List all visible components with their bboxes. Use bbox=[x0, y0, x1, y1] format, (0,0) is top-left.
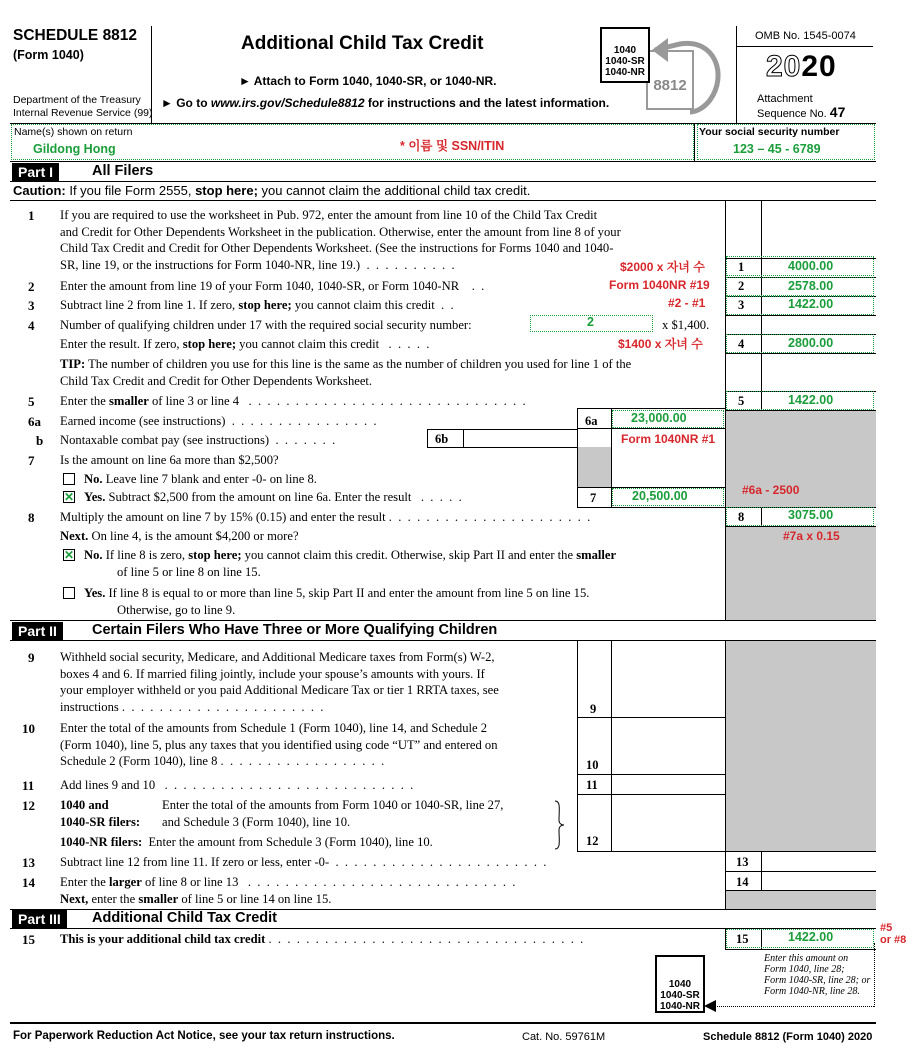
brace-icon bbox=[553, 800, 565, 850]
line13-num: 13 bbox=[22, 855, 35, 870]
arrow-left-icon bbox=[704, 1000, 716, 1012]
line15-box: 15 bbox=[736, 932, 749, 946]
line11-num: 11 bbox=[22, 778, 35, 793]
line6b-box: 6b bbox=[435, 432, 449, 446]
line6a-value: 23,000.00 bbox=[631, 411, 687, 425]
line13-box: 13 bbox=[736, 855, 749, 869]
children-count: 2 bbox=[587, 315, 594, 329]
line9-box: 9 bbox=[590, 702, 597, 716]
line11-box: 11 bbox=[586, 778, 598, 792]
line2-value: 2578.00 bbox=[788, 279, 834, 293]
line7-no-checkbox[interactable] bbox=[63, 473, 75, 485]
line12-nr: 1040-NR filers: Enter the amount from Schedule 3 (Form 1040), line 10. bbox=[60, 835, 433, 849]
line4-box: 4 bbox=[738, 337, 745, 351]
line7-text: Is the amount on line 6a more than $2,500? bbox=[60, 453, 279, 467]
line6a-note: Form 1040NR #1 bbox=[621, 432, 716, 446]
line4-value: 2800.00 bbox=[788, 336, 834, 350]
line8-value: 3075.00 bbox=[788, 508, 834, 522]
line6a-box: 6a bbox=[585, 414, 598, 428]
line3-num: 3 bbox=[28, 298, 35, 313]
shade-6b bbox=[578, 447, 611, 487]
line7-no-text: No. Leave line 7 blank and enter -0- on line 8. bbox=[84, 472, 317, 486]
line10-num: 10 bbox=[22, 721, 35, 736]
line3-value: 1422.00 bbox=[788, 297, 834, 311]
line1-value: 4000.00 bbox=[788, 259, 834, 273]
line8-text: Multiply the amount on line 7 by 15% (0.15) and enter the result . . . . . . . . . . . . . . . . . . . . . . bbox=[60, 510, 591, 524]
line7-note: #6a - 2500 bbox=[742, 483, 800, 497]
line9-num: 9 bbox=[28, 650, 35, 665]
line4-num: 4 bbox=[28, 318, 35, 333]
line4-note: $1400 x 자녀 수 bbox=[618, 337, 703, 351]
line14-box: 14 bbox=[736, 875, 749, 889]
line3-text: Subtract line 2 from line 1. If zero, stop here; you cannot claim this credit . . bbox=[60, 298, 454, 312]
line14-text: Enter the larger of line 8 or line 13 . . . . . . . . . . . . . . . . . . . . . . . . . . . . . bbox=[60, 875, 516, 889]
dept-treasury: Department of the Treasury bbox=[13, 94, 141, 106]
schedule-8812-icon: 8812 bbox=[646, 50, 694, 110]
line2-note: Form 1040NR #19 bbox=[609, 278, 710, 292]
line4-text2: Enter the result. If zero, stop here; you cannot claim this credit . . . . . bbox=[60, 337, 430, 351]
line7-box: 7 bbox=[590, 491, 597, 505]
line8-yes-checkbox[interactable] bbox=[63, 587, 75, 599]
line15-text: This is your additional child tax credit . . . . . . . . . . . . . . . . . . . . . . . . . . . . . . . . . . bbox=[60, 932, 584, 946]
line15-value: 1422.00 bbox=[788, 930, 834, 944]
line8-no-checkbox[interactable]: ✕ bbox=[64, 548, 75, 562]
line10-box: 10 bbox=[586, 758, 599, 772]
dept-irs: Internal Revenue Service (99) bbox=[13, 107, 153, 119]
dotted-connector-v bbox=[874, 943, 875, 1007]
line1-num: 1 bbox=[28, 208, 35, 223]
line11-text: Add lines 9 and 10 . . . . . . . . . . . . . . . . . . . . . . . . . . . bbox=[60, 778, 414, 792]
part1-title: All Filers bbox=[92, 163, 154, 179]
schedule-title: SCHEDULE 8812 bbox=[13, 27, 138, 44]
sequence-label: Sequence No. 47 bbox=[757, 104, 846, 120]
form-1040-icon: 1040 1040-SR 1040-NR bbox=[600, 27, 650, 83]
return-arrow-icon bbox=[650, 30, 730, 120]
form-1040-small-icon: 1040 1040-SR 1040-NR bbox=[655, 955, 705, 1013]
part1-label: Part I bbox=[12, 163, 59, 181]
line14-num: 14 bbox=[22, 875, 35, 890]
line8-yes-text: Yes. If line 8 is equal to or more than line 5, skip Part II and enter the amount from line 5 on line 15. Otherwise, go to line 9. bbox=[84, 586, 590, 617]
line13-text: Subtract line 12 from line 11. If zero or less, enter -0- . . . . . . . . . . . . . . . . . . . . . . . bbox=[60, 855, 547, 869]
goto-instruction: ► Go to www.irs.gov/Schedule8812 for instructions and the latest information. bbox=[161, 96, 610, 110]
line6a-text: Earned income (see instructions) . . . . . . . . . . . . . . . . bbox=[60, 414, 377, 428]
line8-no-text: No. If line 8 is zero, stop here; you cannot claim this credit. Otherwise, skip Part II and enter the smaller of line 5 or line 8 on line 15. bbox=[84, 548, 617, 579]
part3-title: Additional Child Tax Credit bbox=[92, 910, 278, 926]
line6b-num: b bbox=[36, 433, 44, 448]
line3-box: 3 bbox=[738, 298, 745, 312]
line1-box: 1 bbox=[738, 260, 745, 274]
line4-tip: TIP: The number of children you use for this line is the same as the number of children you used for line 1 of the Child Tax Credit and Credit for Other Dependents Worksheet. bbox=[60, 357, 632, 388]
part2-label: Part II bbox=[12, 622, 63, 640]
line1-note: $2000 x 자녀 수 bbox=[620, 260, 705, 274]
line5-text: Enter the smaller of line 3 or line 4 . . . . . . . . . . . . . . . . . . . . . . . . . . . . . . bbox=[60, 394, 526, 408]
footer-notice: For Paperwork Reduction Act Notice, see your tax return instructions. bbox=[13, 1030, 395, 1042]
line12-num: 12 bbox=[22, 798, 35, 813]
line6b-text: Nontaxable combat pay (see instructions) . . . . . . . bbox=[60, 433, 336, 447]
tax-year: 2020 bbox=[766, 50, 837, 83]
ssn-label: Your social security number bbox=[699, 126, 840, 138]
footer-cat: Cat. No. 59761M bbox=[522, 1031, 606, 1043]
line7-yes-text: Yes. Subtract $2,500 from the amount on line 6a. Enter the result . . . . . bbox=[84, 490, 462, 504]
line12-box: 12 bbox=[586, 834, 599, 848]
line3-note: #2 - #1 bbox=[668, 296, 706, 310]
irs-url[interactable]: www.irs.gov/Schedule8812 bbox=[210, 96, 365, 110]
line2-num: 2 bbox=[28, 279, 35, 294]
caution-text: Caution: If you file Form 2555, stop here; you cannot claim the additional child tax credit. bbox=[13, 183, 531, 198]
dotted-connector-h bbox=[712, 1006, 874, 1007]
name-note: * 이름 및 SSN/ITIN bbox=[400, 139, 505, 153]
line10-text: Enter the total of the amounts from Schedule 1 (Form 1040), line 14, and Schedule 2 (Form 1040), line 5, plus any taxes that you identified using code “UT” and entered on Schedule 2 (Form 1040), line 8 . . . . . . . . . . . . . . . . . . bbox=[60, 721, 498, 768]
line1-text: If you are required to use the worksheet in Pub. 972, enter the amount from line 10 of the Child Tax Credit and Credit for Other Dependents Worksheet in the publication. Otherwise, enter the amount from line 8 of your Child Tax Credit and Credit for Other Dependents Worksheet. (See the instructions for Forms 1040 and 1040- SR, line 19, or the instructions for Form 1040-NR, line 19.) . . . . . . . . . . bbox=[60, 208, 621, 272]
line15-note: #5 or #8 bbox=[880, 922, 907, 946]
line2-text: Enter the amount from line 19 of your Form 1040, 1040-SR, or Form 1040-NR . . bbox=[60, 279, 485, 293]
line15-num: 15 bbox=[22, 932, 35, 947]
line12-label: 1040 and 1040-SR filers: bbox=[60, 798, 141, 829]
line4-mult: x $1,400. bbox=[662, 318, 710, 332]
line9-text: Withheld social security, Medicare, and Additional Medicare taxes from Form(s) W-2, boxes 4 and 6. If married filing jointly, include your spouse’s amounts with yours. If your employer withheld or you paid Additional Medicare Tax or tier 1 RRTA taxes, see instructions . . . . . . . . . . . . . . . . . . . . . . bbox=[60, 650, 499, 714]
omb-number: OMB No. 1545-0074 bbox=[755, 30, 856, 42]
part3-label: Part III bbox=[12, 910, 67, 928]
line14-next: Next, enter the smaller of line 5 or line 14 on line 15. bbox=[60, 892, 332, 906]
shade-part2 bbox=[726, 641, 876, 851]
footer-schedule: Schedule 8812 (Form 1040) 2020 bbox=[703, 1031, 873, 1043]
shade-next bbox=[726, 891, 876, 910]
line5-value: 1422.00 bbox=[788, 393, 834, 407]
line8-next: Next. On line 4, is the amount $4,200 or more? bbox=[60, 529, 299, 543]
line7-value: 20,500.00 bbox=[632, 489, 688, 503]
line5-num: 5 bbox=[28, 394, 35, 409]
line12-desc: Enter the total of the amounts from Form 1040 or 1040-SR, line 27, and Schedule 3 (Form 1040), line 10. bbox=[162, 798, 504, 829]
attach-instruction: ► Attach to Form 1040, 1040-SR, or 1040-NR. bbox=[239, 74, 497, 88]
line7-yes-checkbox[interactable]: ✕ bbox=[64, 490, 75, 504]
line5-box: 5 bbox=[738, 394, 745, 408]
line6a-num: 6a bbox=[28, 414, 41, 429]
form-title: Additional Child Tax Credit bbox=[241, 33, 484, 54]
ssn-value: 123 – 45 - 6789 bbox=[733, 142, 821, 156]
line8-note: #7a x 0.15 bbox=[783, 529, 840, 543]
line4-text: Number of qualifying children under 17 with the required social security number: bbox=[60, 318, 472, 332]
form-ref: (Form 1040) bbox=[13, 48, 84, 62]
name-value: Gildong Hong bbox=[33, 142, 116, 156]
line8-box: 8 bbox=[738, 510, 745, 524]
line8-num: 8 bbox=[28, 510, 35, 525]
enter-note: Enter this amount on Form 1040, line 28; Form 1040-SR, line 28; or Form 1040-NR, line 28. bbox=[764, 953, 871, 997]
name-label: Name(s) shown on return bbox=[14, 126, 133, 138]
line7-num: 7 bbox=[28, 453, 35, 468]
part2-title: Certain Filers Who Have Three or More Qualifying Children bbox=[92, 622, 498, 638]
line2-box: 2 bbox=[738, 279, 745, 293]
attachment-label: Attachment bbox=[757, 93, 813, 105]
